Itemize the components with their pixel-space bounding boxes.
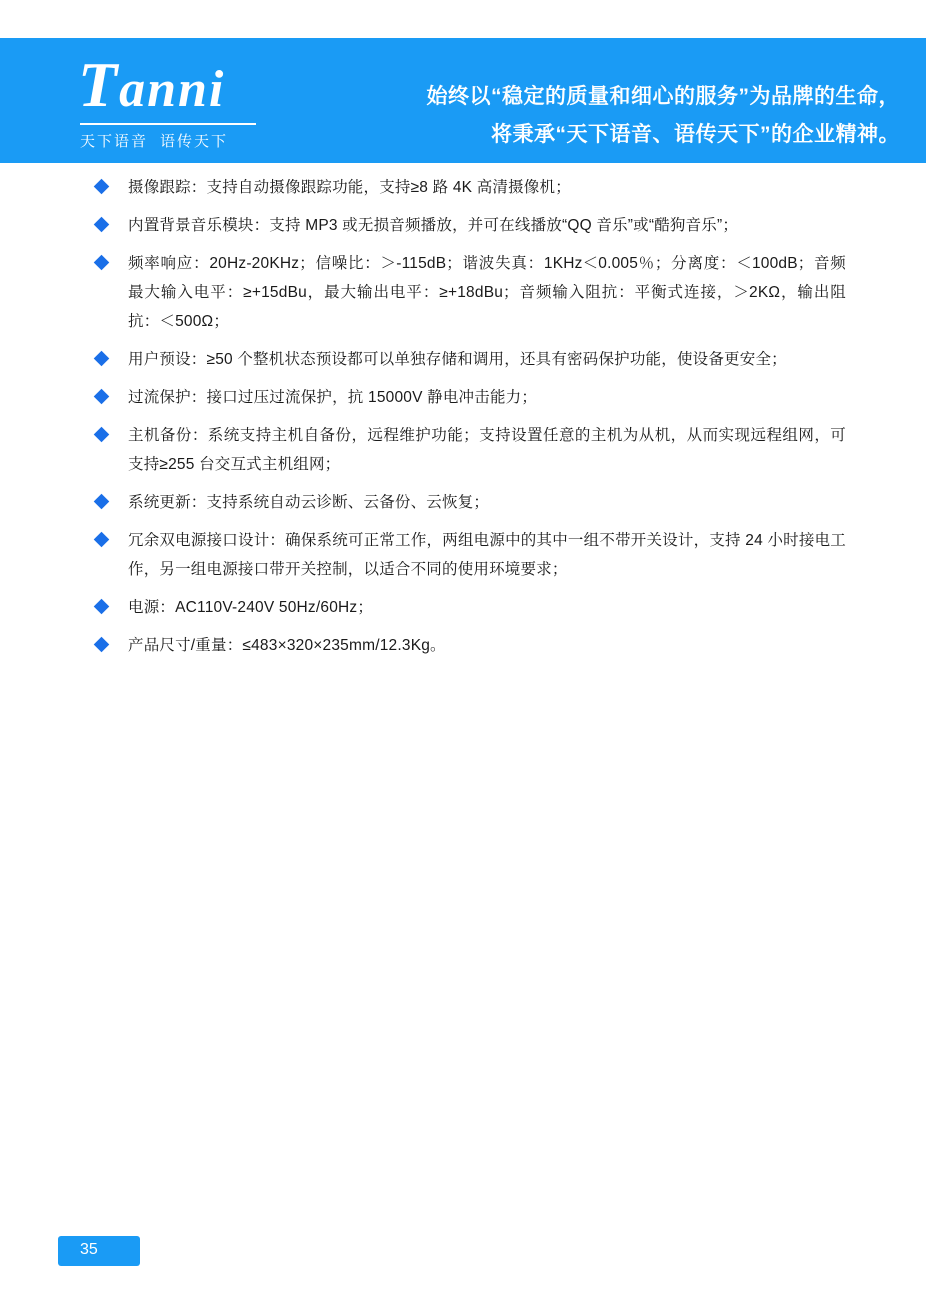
list-item-text: 内置背景音乐模块：支持 MP3 或无损音频播放，并可在线播放“QQ 音乐”或“酷狗音乐”； bbox=[128, 217, 739, 234]
list-item bbox=[0, 488, 926, 517]
list-item-text: 过流保护：接口过压过流保护，抗 15000V 静电冲击能力； bbox=[128, 389, 538, 406]
diamond-bullet-icon bbox=[94, 599, 110, 615]
slogan-line-1: 始终以“稳定的质量和细心的服务”为品牌的生命， bbox=[426, 85, 900, 108]
logo-wordmark bbox=[78, 49, 328, 121]
specification-list-section bbox=[0, 163, 926, 669]
list-item-text: 频率响应：20Hz-20KHz；信噪比：＞-115dB；谐波失真：1KHz＜0.005％；分离度：＜100dB；音频最大输入电平：≥+15dBu，最大输出电平：≥+18dBu；音频输入阻抗：平衡式连接，＞2KΩ，输出阻抗：＜500Ω； bbox=[128, 255, 846, 330]
page-number: 35 bbox=[80, 1241, 98, 1258]
logo-subtitle-left: 天下语音 bbox=[80, 133, 149, 150]
diamond-bullet-icon bbox=[94, 351, 110, 367]
list-item-text: 产品尺寸/重量：≤483×320×235mm/12.3Kg。 bbox=[128, 637, 446, 654]
list-item bbox=[0, 631, 926, 660]
list-item bbox=[0, 345, 926, 374]
list-item bbox=[0, 421, 926, 479]
list-item bbox=[0, 526, 926, 584]
header-banner bbox=[0, 38, 926, 163]
list-item bbox=[0, 383, 926, 412]
company-logo bbox=[78, 49, 328, 151]
list-item-text: 系统更新：支持系统自动云诊断、云备份、云恢复； bbox=[128, 494, 490, 511]
page-number-tab bbox=[58, 1236, 140, 1266]
diamond-bullet-icon bbox=[94, 532, 110, 548]
diamond-bullet-icon bbox=[94, 389, 110, 405]
header-slogan bbox=[320, 78, 900, 154]
list-item-text: 冗余双电源接口设计：确保系统可正常工作，两组电源中的其中一组不带开关设计，支持 24 小时接电工作，另一组电源接口带开关控制，以适合不同的使用环境要求； bbox=[128, 532, 846, 578]
list-item-text: 用户预设：≥50 个整机状态预设都可以单独存储和调用，还具有密码保护功能，使设备更安全； bbox=[128, 351, 787, 368]
diamond-bullet-icon bbox=[94, 427, 110, 443]
list-item-text: 电源：AC110V-240V 50Hz/60Hz； bbox=[128, 599, 374, 616]
list-item bbox=[0, 249, 926, 336]
logo-subtitle-right: 语传天下 bbox=[160, 133, 229, 150]
specification-list bbox=[0, 163, 926, 660]
slogan-line-2: 将秉承“天下语音、语传天下”的企业精神。 bbox=[491, 123, 900, 146]
diamond-bullet-icon bbox=[94, 255, 110, 271]
diamond-bullet-icon bbox=[94, 494, 110, 510]
list-item bbox=[0, 173, 926, 202]
logo-subtitle bbox=[80, 130, 328, 151]
list-item bbox=[0, 211, 926, 240]
list-item-text: 主机备份：系统支持主机自备份，远程维护功能；支持设置任意的主机为从机，从而实现远程组网，可支持≥255 台交互式主机组网； bbox=[128, 427, 846, 473]
logo-wordmark-capital: T bbox=[78, 49, 120, 120]
logo-wordmark-rest: anni bbox=[119, 61, 226, 118]
diamond-bullet-icon bbox=[94, 179, 110, 195]
list-item bbox=[0, 593, 926, 622]
logo-divider bbox=[80, 123, 256, 125]
diamond-bullet-icon bbox=[94, 637, 110, 653]
list-item-text: 摄像跟踪：支持自动摄像跟踪功能，支持≥8 路 4K 高清摄像机； bbox=[128, 179, 571, 196]
diamond-bullet-icon bbox=[94, 217, 110, 233]
